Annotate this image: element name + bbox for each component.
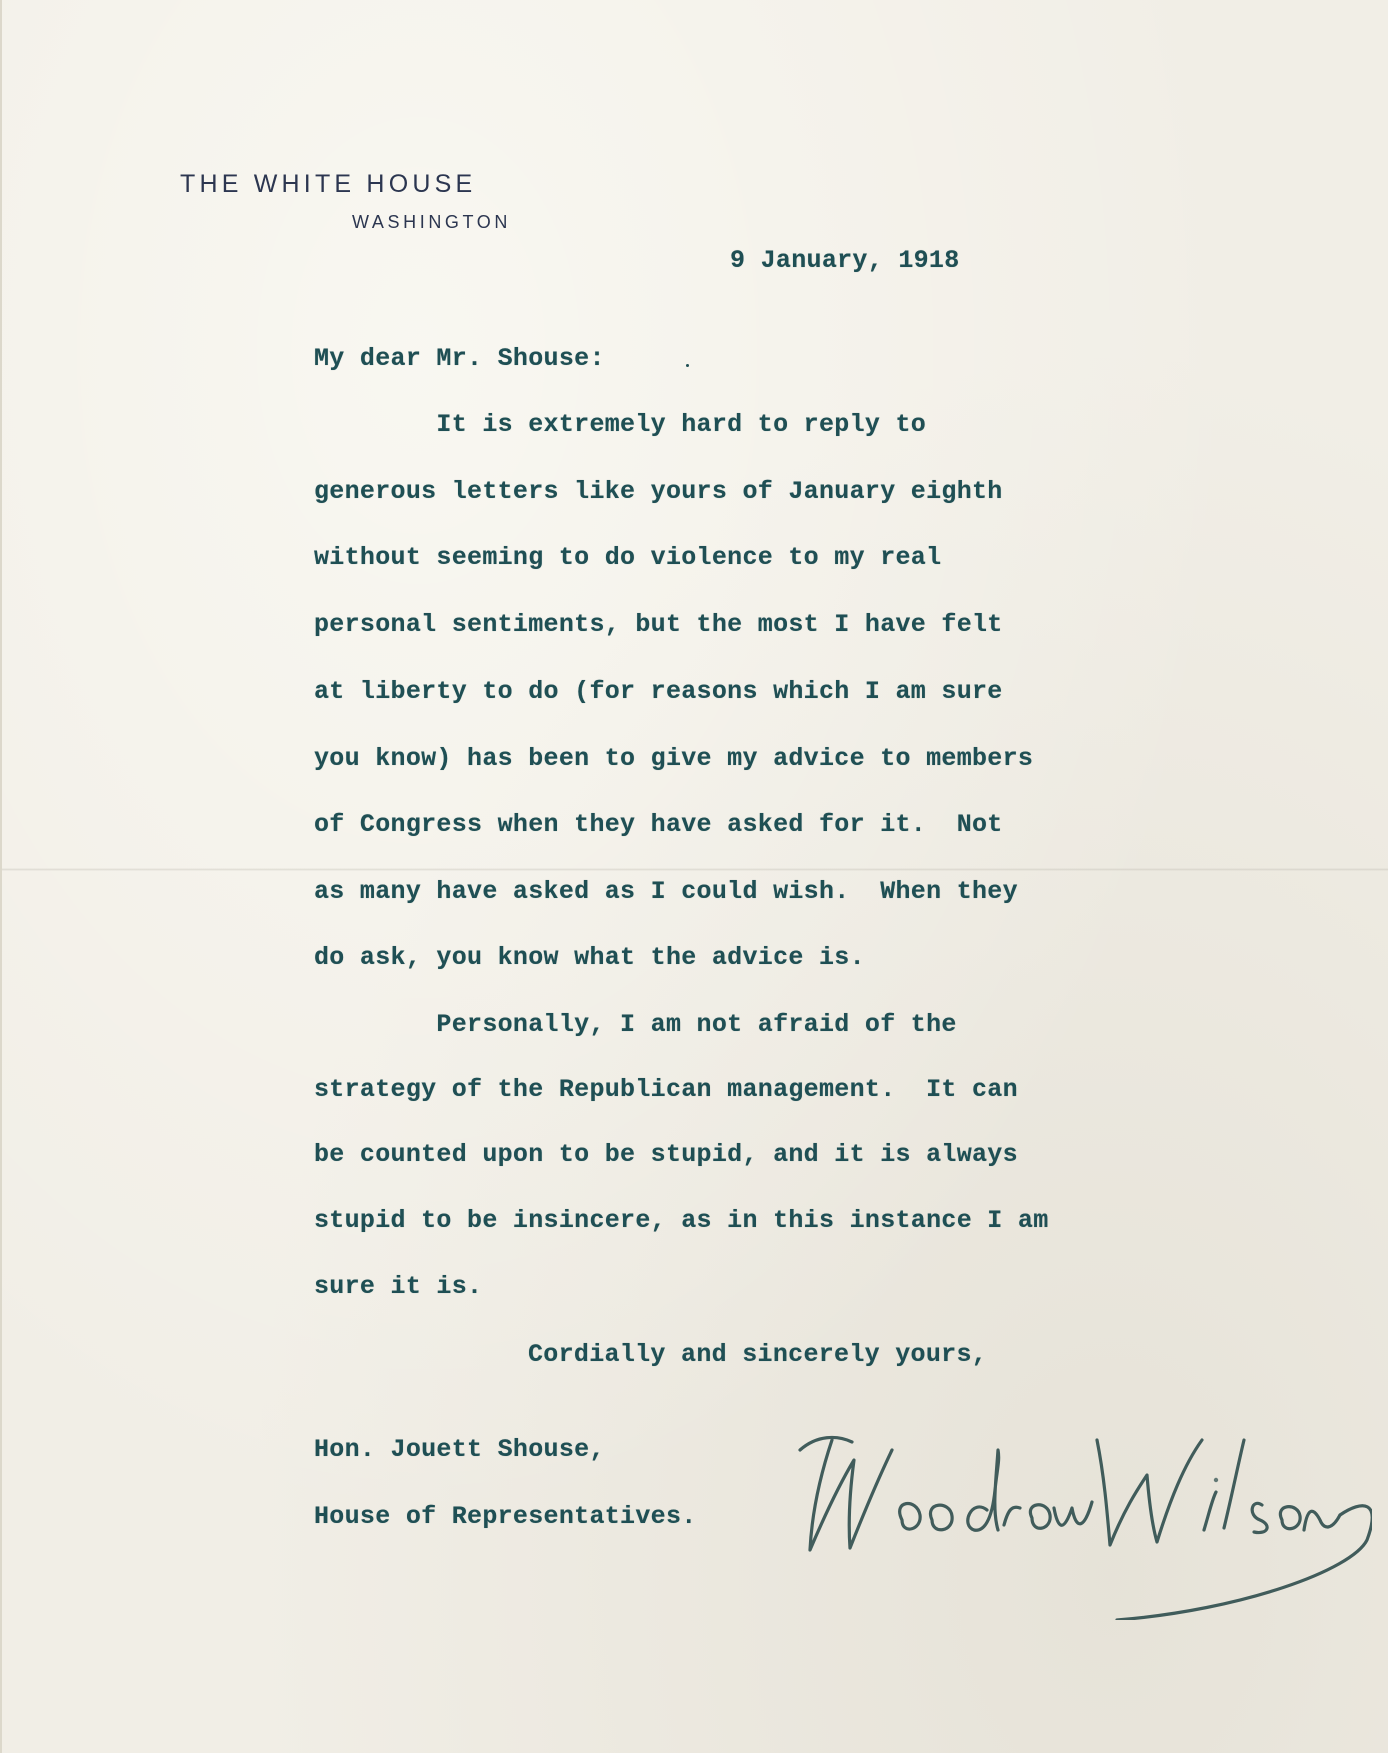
letterhead-institution: THE WHITE HOUSE — [180, 170, 477, 198]
body-line: you know) has been to give my advice to members — [314, 744, 1034, 773]
paper-fold-crease — [2, 868, 1388, 871]
body-line: without seeming to do violence to my real — [314, 543, 942, 572]
body-line: do ask, you know what the advice is. — [314, 943, 865, 972]
closing: Cordially and sincerely yours, — [528, 1340, 988, 1369]
salutation: My dear Mr. Shouse: — [314, 344, 605, 373]
body-line: generous letters like yours of January eighth — [314, 477, 1003, 506]
body-line: be counted upon to be stupid, and it is always — [314, 1140, 1018, 1169]
letterhead-city: WASHINGTON — [352, 212, 512, 232]
recipient-org: House of Representatives. — [314, 1502, 697, 1531]
body-line: of Congress when they have asked for it. Not — [314, 810, 1003, 839]
body-line: It is extremely hard to reply to — [314, 410, 927, 439]
signature-woodrow-wilson — [792, 1380, 1372, 1620]
body-line: at liberty to do (for reasons which I am sure — [314, 677, 1003, 706]
body-line: strategy of the Republican management. It can — [314, 1075, 1018, 1104]
letter-date: 9 January, 1918 — [730, 246, 960, 275]
body-line: Personally, I am not afraid of the — [314, 1010, 957, 1039]
recipient-name: Hon. Jouett Shouse, — [314, 1435, 605, 1464]
body-line: personal sentiments, but the most I have felt — [314, 610, 1003, 639]
stray-typewriter-mark — [686, 364, 689, 367]
body-line: stupid to be insincere, as in this instance I am — [314, 1206, 1049, 1235]
body-line: as many have asked as I could wish. When they — [314, 877, 1018, 906]
body-line: sure it is. — [314, 1272, 483, 1301]
